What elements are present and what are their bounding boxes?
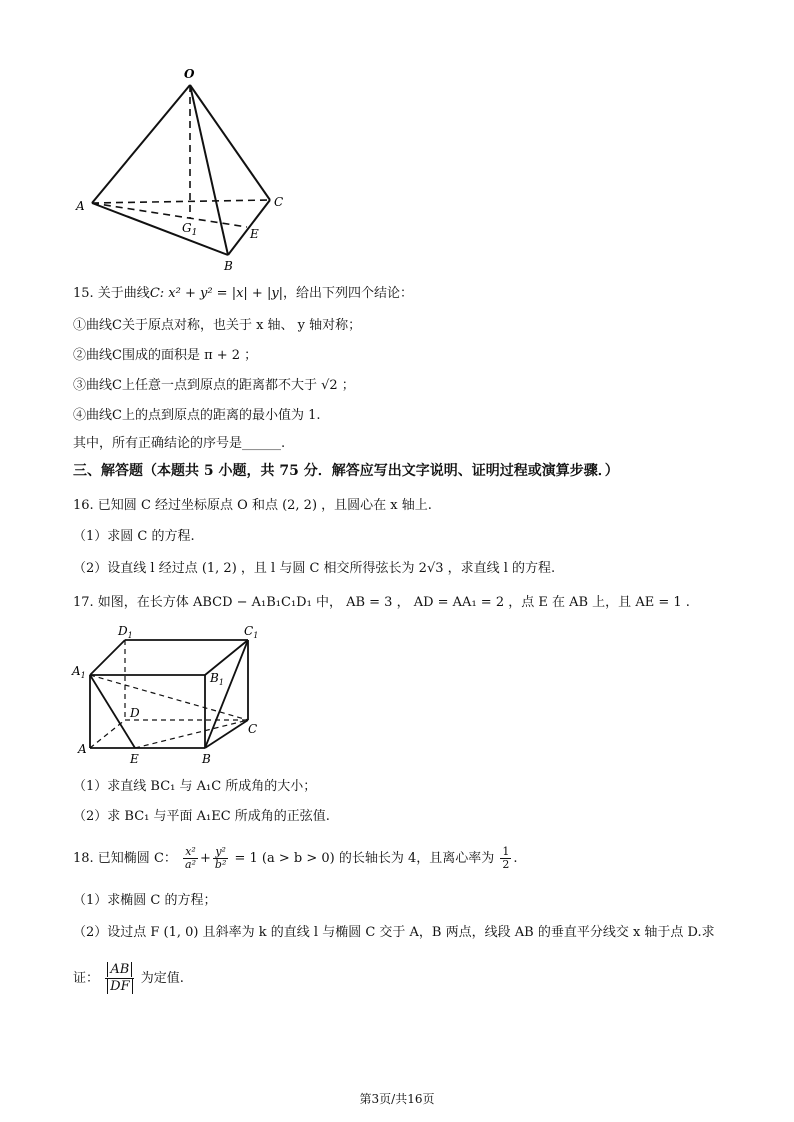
label-D: D bbox=[130, 706, 140, 720]
edge-AE bbox=[92, 203, 247, 227]
q16-part-1: （1）求圆 C 的方程. bbox=[73, 529, 195, 544]
q17-part-1: （1）求直线 BC₁ 与 A₁C 所成角的大小； bbox=[73, 779, 317, 794]
q18-part-1: （1）求椭圆 C 的方程； bbox=[73, 893, 217, 908]
fraction-ab-df: $\frac{AB}{DF}$ bbox=[105, 962, 134, 995]
q17-stem: 17. 如图，在长方体 ABCD − A₁B₁C₁D₁ 中， AB = 3 ， AD = AA₁ = 2 ，点 E 在 AB 上，且 AE = 1 . bbox=[73, 595, 690, 610]
fraction-y2-b2: $\frac{\text{y²}}{\text{b²}}$ bbox=[214, 845, 227, 871]
edge-AB bbox=[92, 203, 228, 255]
label-O: O bbox=[184, 67, 195, 81]
page-number: 第3页/共16页 bbox=[359, 1092, 435, 1106]
edge-AD bbox=[90, 720, 125, 748]
label-C: C bbox=[274, 195, 284, 209]
edge-OA bbox=[92, 85, 190, 203]
q18-proof: 证： $\frac{AB}{DF}$ 为定值. bbox=[73, 962, 184, 994]
label-E: E bbox=[250, 227, 259, 241]
label-D1: $D_1$ bbox=[118, 624, 133, 640]
q15-ask: 其中，所有正确结论的序号是______. bbox=[73, 436, 286, 451]
label-G1: $G_1$ bbox=[182, 221, 198, 238]
tetrahedron-figure bbox=[70, 60, 300, 275]
label-E: E bbox=[130, 752, 139, 766]
q16-part-2: （2）设直线 l 经过点 (1, 2) ，且 l 与圆 C 相交所得弦长为 2√3 ，求直线 l 的方程. bbox=[73, 561, 556, 576]
fraction-x2-a2: $\frac{\text{x²}}{\text{a²}}$ bbox=[185, 845, 196, 871]
label-B: B bbox=[224, 259, 233, 273]
label-A: A bbox=[76, 199, 85, 213]
q15-option-4: ④曲线C上的点到原点的距离的最小值为 1. bbox=[73, 408, 321, 423]
edge-CB bbox=[228, 200, 270, 255]
label-C1: $C_1$ bbox=[244, 624, 259, 640]
fraction-one-half: $\frac{1}{2}$ bbox=[502, 845, 510, 871]
section-3-heading: 三、解答题（本题共 5 小题，共 75 分．解答应写出文字说明、证明过程或演算步骤．） bbox=[73, 463, 619, 479]
label-A1: $A_1$ bbox=[72, 664, 86, 680]
segment-BC1 bbox=[205, 640, 248, 748]
cuboid-figure bbox=[70, 620, 270, 770]
label-A: A bbox=[78, 742, 87, 756]
segment-EC bbox=[135, 720, 248, 748]
q16-stem: 16. 已知圆 C 经过坐标原点 O 和点 (2, 2) ，且圆心在 x 轴上. bbox=[73, 498, 432, 513]
q17-part-2: （2）求 BC₁ 与平面 A₁EC 所成角的正弦值. bbox=[73, 809, 330, 824]
q15-option-2: ②曲线C围成的面积是 π + 2 ； bbox=[73, 348, 258, 363]
q15-option-1: ①曲线C关于原点对称，也关于 x 轴、 y 轴对称； bbox=[73, 318, 362, 333]
edge-AC bbox=[92, 200, 270, 203]
q15-stem: 15. 关于曲线C: x² + y² = |x| + |y|，给出下列四个结论： bbox=[73, 286, 414, 301]
label-B: B bbox=[202, 752, 211, 766]
edge-D1A1 bbox=[90, 640, 125, 675]
q15-option-3: ③曲线C上任意一点到原点的距离都不大于 √2 ； bbox=[73, 378, 355, 393]
label-C: C bbox=[248, 722, 258, 736]
label-B1: $B_1$ bbox=[210, 671, 224, 687]
q18-stem: 18. 已知椭圆 C： $\frac{\text{x²}}{\text{a²}}$ + $\frac{\text{y²}}{\text{b²}}$ = 1 (a > b > 0) 的长轴长为 4，且离心率为 $\frac{1}{2}$ . bbox=[73, 845, 518, 871]
q18-part-2: （2）设过点 F (1, 0) 且斜率为 k 的直线 l 与椭圆 C 交于 A，B 两点，线段 AB 的垂直平分线交 x 轴于点 D.求 bbox=[73, 925, 715, 940]
